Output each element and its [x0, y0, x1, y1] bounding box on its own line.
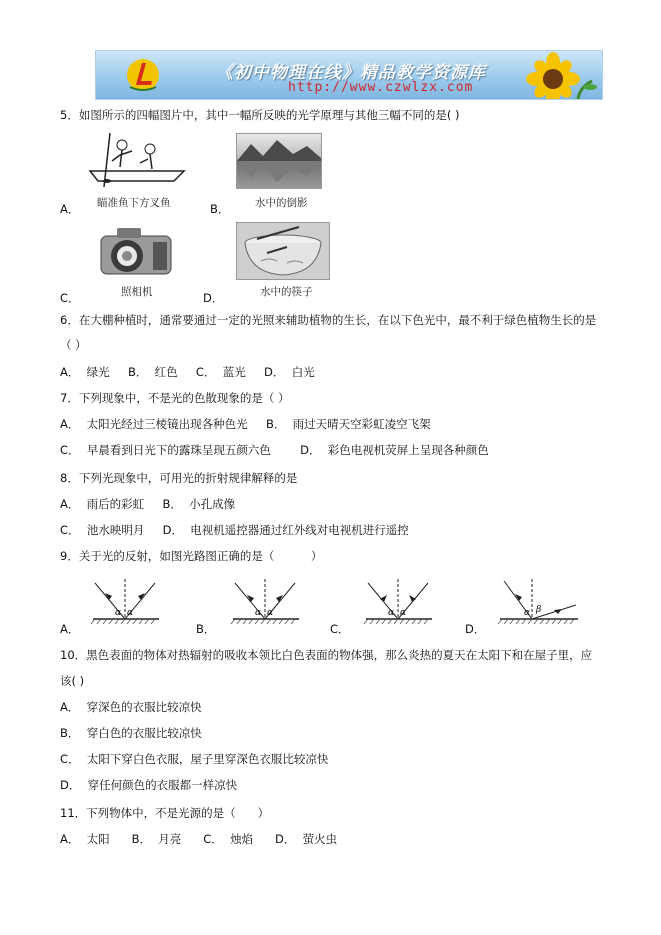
- q9-d-beta-label: β: [536, 605, 542, 615]
- banner-title: 《初中物理在线》精品教学资源库: [216, 63, 486, 83]
- banner-url: http://www.czwlzx.com: [288, 80, 474, 95]
- q7-stem: 7．下列现象中，不是光的色散现象的是（ ）: [60, 391, 290, 405]
- camera-icon: [95, 224, 177, 280]
- q9-option-a: A．: [60, 622, 80, 636]
- q10-option-a: A． 穿深色的衣服比较凉快: [60, 700, 202, 714]
- q5-stem: 5．如图所示的四幅图片中，其中一幅所反映的光学原理与其他三幅不同的是( ): [60, 108, 460, 122]
- q9-option-c: C．: [330, 622, 350, 636]
- q11-stem: 11．下列物体中，不是光源的是（ ）: [60, 806, 270, 820]
- q5-option-d: D．: [203, 291, 224, 305]
- q10-option-b: B． 穿白色的衣服比较凉快: [60, 726, 202, 740]
- q9-diagram-c: [358, 575, 438, 627]
- q9-diagram-d: [492, 575, 582, 627]
- q5-picture-c: [95, 224, 177, 280]
- q6-paren: （ ）: [60, 338, 87, 352]
- q6-options: A． 绿光 B． 红色 C． 蓝光 D． 白光: [60, 365, 315, 379]
- q5-caption-d: 水中的筷子: [260, 286, 313, 298]
- q8-line2: C． 池水映明月 D． 电视机遥控器通过红外线对电视机进行遥控: [60, 523, 409, 537]
- q9-diagram-a: [85, 575, 165, 627]
- q5-caption-c: 照相机: [121, 286, 153, 298]
- q9-a-alpha-label-2: α: [127, 608, 134, 618]
- q9-b-alpha-label: α: [255, 608, 262, 618]
- q9-b-alpha-label-2: α: [267, 608, 274, 618]
- q9-c-alpha-label-2: α: [400, 608, 407, 618]
- q8-line1: A． 雨后的彩虹 B． 小孔成像: [60, 497, 236, 511]
- q5-picture-b: [236, 133, 322, 189]
- q7-line2: C． 早晨看到日光下的露珠呈现五颜六色 D． 彩色电视机荧屏上呈现各种颜色: [60, 443, 489, 457]
- q9-a-alpha-label: α: [115, 608, 122, 618]
- q9-d-alpha-label: α: [524, 608, 531, 618]
- q10-stem-continued: 该( ): [60, 674, 85, 688]
- q5-picture-d: [236, 222, 330, 280]
- q8-stem: 8．下列光现象中，可用光的折射规律解释的是: [60, 471, 298, 485]
- header-banner: [95, 50, 603, 100]
- q9-option-d: D．: [465, 622, 486, 636]
- q5-option-a: A．: [60, 202, 80, 216]
- q6-stem: 6．在大棚种植时，通常要通过一定的光照来辅助植物的生长，在以下色光中，最不利于绿色植物生长的是: [60, 313, 597, 327]
- q7-line1: A． 太阳光经过三棱镜出现各种色光 B． 雨过天晴天空彩虹凌空飞架: [60, 417, 431, 431]
- q9-option-b: B．: [196, 622, 216, 636]
- sunflower-icon: [508, 51, 598, 99]
- q9-stem: 9．关于光的反射，如图光路图正确的是（ ）: [60, 549, 323, 563]
- q10-stem: 10．黑色表面的物体对热辐射的吸收本领比白色表面的物体强，那么炎热的夏天在太阳下和在屋子里，应: [60, 648, 593, 662]
- q5-option-b: B．: [210, 202, 230, 216]
- q5-caption-b: 水中的倒影: [255, 197, 308, 209]
- q9-c-alpha-label: α: [388, 608, 395, 618]
- q11-options: A． 太阳 B． 月亮 C． 烛焰 D． 萤火虫: [60, 832, 338, 846]
- bowl-chopsticks-icon: [237, 223, 329, 279]
- q9-diagram-b: [225, 575, 305, 627]
- q5-option-c: C．: [60, 291, 80, 305]
- q10-option-d: D． 穿任何颜色的衣服都一样凉快: [60, 778, 238, 792]
- q10-option-c: C． 太阳下穿白色衣服，屋子里穿深色衣服比较凉快: [60, 752, 329, 766]
- fishing-boat-icon: [82, 131, 192, 189]
- logo-icon: [126, 57, 160, 93]
- q5-caption-a: 瞄准鱼下方叉鱼: [97, 197, 171, 209]
- mountain-reflection-icon: [237, 134, 321, 188]
- q5-picture-a: [82, 131, 192, 189]
